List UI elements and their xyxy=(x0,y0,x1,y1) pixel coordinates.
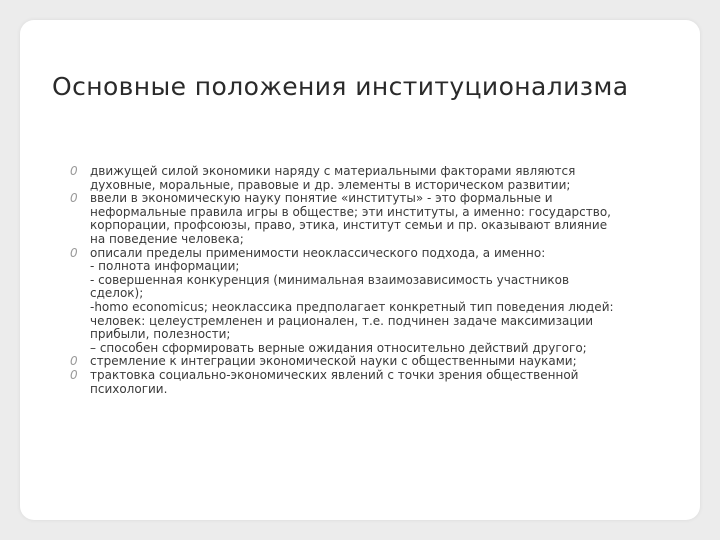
list-item-text: ввели в экономическую науку понятие «институты» - это формальные и xyxy=(90,191,553,206)
bullet-marker: 0 xyxy=(70,354,78,369)
list-item-text: -homo economicus; неоклассика предполагает конкретный тип поведения людей: xyxy=(90,299,614,314)
list-item-text: сделок); xyxy=(90,286,144,301)
list-item-text: движущей силой экономики наряду с материальными факторами являются xyxy=(90,164,576,178)
list-item-text: описали пределы применимости неоклассического подхода, а именно: xyxy=(90,245,546,260)
list-item-text: трактовка социально-экономических явлений с точки зрения общественной xyxy=(90,367,579,382)
list-item-text: человек: целеустремленен и рационален, т.е. подчинен задаче максимизации xyxy=(90,313,594,328)
list-item xyxy=(70,369,680,396)
list-item-text: неформальные правила игры в обществе; эти институты, а именно: государство, xyxy=(90,204,611,219)
list-item xyxy=(70,247,680,342)
list-item-text: - полнота информации; xyxy=(90,259,240,274)
bullet-marker: 0 xyxy=(70,245,78,260)
list-item xyxy=(70,192,680,246)
bullet-marker: 0 xyxy=(70,367,78,382)
list-item-text: стремление к интеграции экономической науки с общественными науками; xyxy=(90,354,577,369)
list-item-text: корпорации, профсоюзы, право, этика, институт семьи и пр. оказывают влияние xyxy=(90,218,608,233)
list-item-text: на поведение человека; xyxy=(90,231,244,246)
list-item xyxy=(70,355,680,369)
bullet-list xyxy=(70,165,680,396)
list-item xyxy=(70,165,680,192)
slide-title: Основные положения институционализма xyxy=(52,72,629,101)
list-item-text: - совершенная конкуренция (минимальная взаимозависимость участников xyxy=(90,272,570,287)
list-item-text: – способен сформировать верные ожидания относительно действий другого; xyxy=(90,340,587,355)
bullet-marker: 0 xyxy=(70,191,78,206)
bullet-marker: 0 xyxy=(70,164,78,178)
list-item-continuation xyxy=(70,342,680,356)
list-item-text: прибыли, полезности; xyxy=(90,327,231,342)
list-item-text: духовные, моральные, правовые и др. элементы в историческом развитии; xyxy=(90,177,571,192)
list-item-text: психологии. xyxy=(90,381,168,396)
